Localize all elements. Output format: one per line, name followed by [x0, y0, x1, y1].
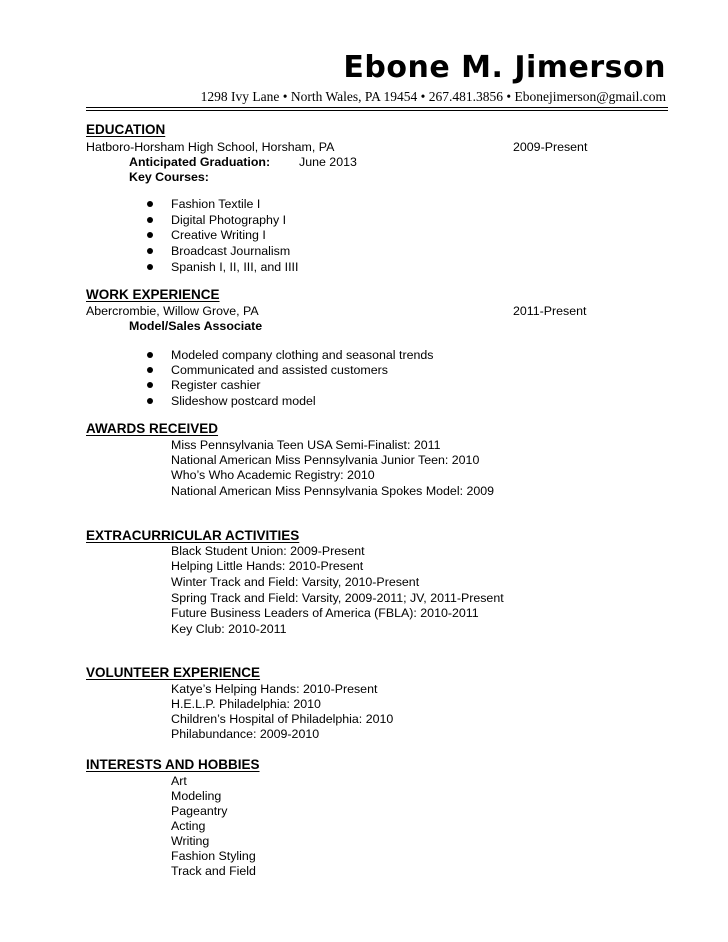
award-item: National American Miss Pennsylvania Spokes Model: 2009 — [171, 484, 495, 498]
interests-heading: INTERESTS AND HOBBIES — [86, 757, 260, 772]
course-item: Digital Photography I — [171, 213, 287, 227]
school-dates: 2009-Present — [513, 140, 588, 154]
work-heading: WORK EXPERIENCE — [86, 287, 220, 302]
activity-item: Key Club: 2010-2011 — [171, 622, 287, 636]
header-rule-bottom — [86, 110, 668, 111]
bullet-icon — [147, 382, 153, 388]
volunteer-item: H.E.L.P. Philadelphia: 2010 — [171, 697, 321, 711]
bullet-icon — [147, 217, 153, 223]
activity-item: Winter Track and Field: Varsity, 2010-Present — [171, 575, 420, 589]
education-heading: EDUCATION — [86, 122, 166, 137]
activities-heading: EXTRACURRICULAR ACTIVITIES — [86, 528, 300, 543]
duty-item: Slideshow postcard model — [171, 394, 316, 408]
bullet-icon — [147, 367, 153, 373]
school-name: Hatboro-Horsham High School, Horsham, PA — [86, 140, 335, 154]
volunteer-item: Children’s Hospital of Philadelphia: 2010 — [171, 712, 394, 726]
volunteer-item: Philabundance: 2009-2010 — [171, 727, 320, 741]
interest-item: Fashion Styling — [171, 849, 256, 863]
interest-item: Track and Field — [171, 864, 256, 878]
interest-item: Modeling — [171, 789, 222, 803]
interest-item: Acting — [171, 819, 206, 833]
course-item: Fashion Textile I — [171, 197, 261, 211]
volunteer-item: Katye’s Helping Hands: 2010-Present — [171, 682, 378, 696]
job-title: Model/Sales Associate — [129, 319, 263, 333]
graduation-value: June 2013 — [299, 155, 357, 169]
duty-item: Communicated and assisted customers — [171, 363, 388, 377]
bullet-icon — [147, 232, 153, 238]
bullet-icon — [147, 248, 153, 254]
candidate-name: Ebone M. Jimerson — [343, 50, 666, 85]
award-item: National American Miss Pennsylvania Junior Teen: 2010 — [171, 453, 480, 467]
interest-item: Art — [171, 774, 187, 788]
course-item: Creative Writing I — [171, 228, 266, 242]
course-item: Broadcast Journalism — [171, 244, 291, 258]
award-item: Who’s Who Academic Registry: 2010 — [171, 468, 375, 482]
bullet-icon — [147, 264, 153, 270]
courses-label: Key Courses: — [129, 170, 209, 184]
header-rule-top — [86, 107, 668, 108]
employer-dates: 2011-Present — [513, 304, 587, 318]
activity-item: Black Student Union: 2009-Present — [171, 544, 365, 558]
activity-item: Spring Track and Field: Varsity, 2009-2011; JV, 2011-Present — [171, 591, 504, 605]
activity-item: Future Business Leaders of America (FBLA): 2010-2011 — [171, 606, 479, 620]
graduation-label: Anticipated Graduation: — [129, 155, 271, 169]
activity-item: Helping Little Hands: 2010-Present — [171, 559, 364, 573]
interest-item: Writing — [171, 834, 210, 848]
course-item: Spanish I, II, III, and IIII — [171, 260, 299, 274]
duty-item: Register cashier — [171, 378, 261, 392]
contact-line: 1298 Ivy Lane • North Wales, PA 19454 • 267.481.3856 • Ebonejimerson@gmail.com — [200, 89, 666, 104]
awards-heading: AWARDS RECEIVED — [86, 421, 219, 436]
award-item: Miss Pennsylvania Teen USA Semi-Finalist: 2011 — [171, 438, 441, 452]
bullet-icon — [147, 352, 153, 358]
volunteer-heading: VOLUNTEER EXPERIENCE — [86, 665, 261, 680]
interest-item: Pageantry — [171, 804, 228, 818]
duty-item: Modeled company clothing and seasonal trends — [171, 348, 434, 362]
employer-name: Abercrombie, Willow Grove, PA — [86, 304, 259, 318]
bullet-icon — [147, 398, 153, 404]
bullet-icon — [147, 201, 153, 207]
